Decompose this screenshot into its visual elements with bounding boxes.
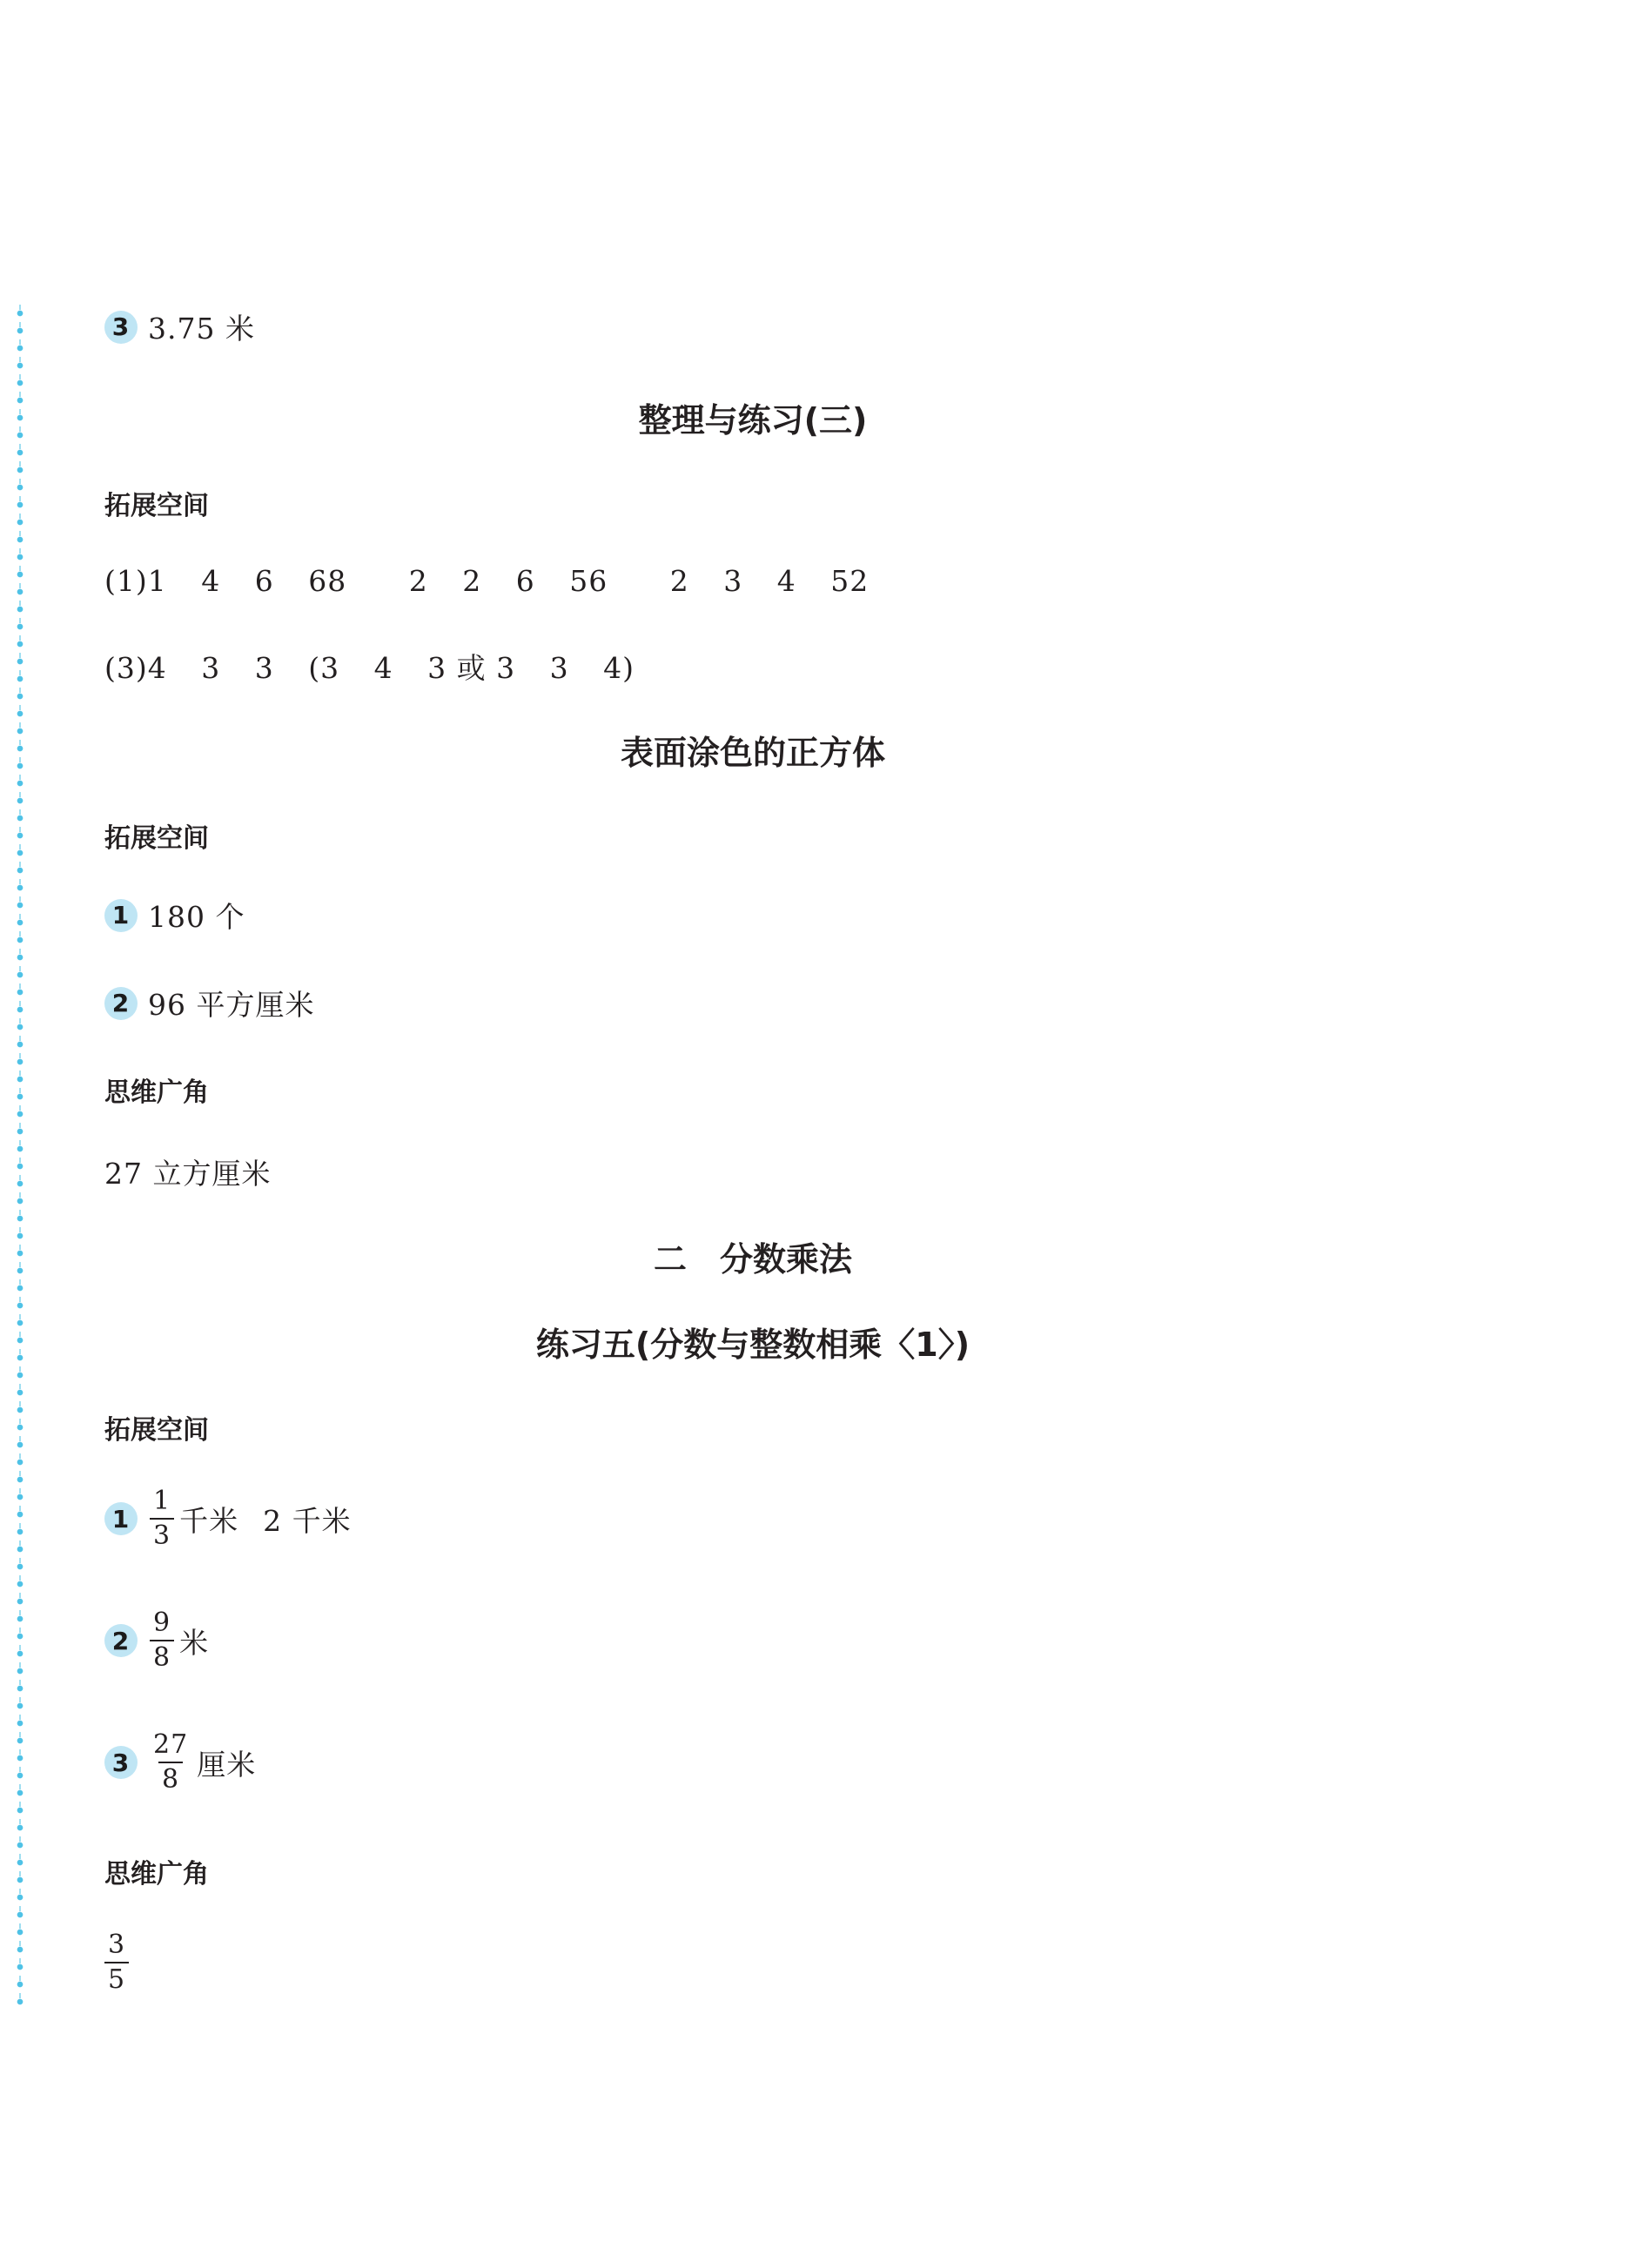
numerator: 9 bbox=[153, 1608, 171, 1638]
margin-decoration-dots bbox=[14, 305, 26, 2010]
answer-value: 2 bbox=[462, 564, 482, 598]
answer-value: 3 bbox=[201, 651, 221, 685]
answer-value: (1)1 bbox=[104, 564, 167, 598]
numerator: 1 bbox=[153, 1486, 171, 1516]
numerator: 3 bbox=[108, 1930, 126, 1960]
question-number-badge: 3 bbox=[104, 1746, 138, 1779]
answer-value: 52 bbox=[830, 564, 870, 598]
subsection-thinking: 思维广角 bbox=[104, 1859, 209, 1889]
subsection-expansion: 拓展空间 bbox=[104, 1415, 209, 1446]
answer-text: 3.75 米 bbox=[148, 312, 255, 346]
answer-text: 180 个 bbox=[148, 900, 245, 934]
denominator: 5 bbox=[104, 1962, 129, 1993]
unit: 米 bbox=[179, 1625, 210, 1660]
answer-2 bbox=[104, 1610, 209, 1671]
subsection-expansion: 拓展空间 bbox=[104, 823, 209, 854]
answer-line-1 bbox=[104, 564, 869, 598]
answer-3 bbox=[104, 1729, 257, 1795]
answer-line-3 bbox=[104, 646, 635, 687]
question-number-badge: 2 bbox=[104, 987, 138, 1020]
answer-value: 4) bbox=[603, 651, 635, 685]
answer-value: 2 bbox=[408, 564, 428, 598]
question-number-badge: 1 bbox=[104, 899, 138, 932]
answer-value: 4 bbox=[373, 651, 393, 685]
fraction bbox=[150, 1610, 174, 1671]
answer-value: 56 bbox=[569, 564, 608, 598]
answer-value: 6 bbox=[515, 564, 535, 598]
answer-value: 3 bbox=[254, 651, 274, 685]
question-number-badge: 1 bbox=[104, 1502, 138, 1535]
denominator: 8 bbox=[158, 1762, 183, 1793]
section-heading-review-3: 整理与练习(三) bbox=[638, 401, 868, 440]
denominator: 3 bbox=[150, 1518, 174, 1549]
answer-value: 6 bbox=[254, 564, 274, 598]
section-heading-exercise-5: 练习五(分数与整数相乘〈1〉) bbox=[535, 1326, 970, 1364]
answer-value: (3 bbox=[308, 651, 340, 685]
fraction bbox=[150, 1488, 174, 1549]
answer-1 bbox=[104, 895, 245, 936]
answer-value: 3 bbox=[549, 651, 569, 685]
answer-value: 4 bbox=[776, 564, 796, 598]
answer-value: (3)4 bbox=[104, 651, 167, 685]
answer-3 bbox=[104, 306, 255, 347]
subsection-thinking: 思维广角 bbox=[104, 1077, 209, 1108]
answer-1 bbox=[104, 1488, 352, 1549]
subsection-expansion: 拓展空间 bbox=[104, 491, 209, 521]
question-number-badge: 2 bbox=[104, 1624, 138, 1657]
answer-text: 96 平方厘米 bbox=[148, 988, 315, 1022]
answer-thinking: 27 立方厘米 bbox=[104, 1157, 272, 1191]
answer-2 bbox=[104, 983, 314, 1024]
numerator: 27 bbox=[153, 1729, 189, 1760]
unit: 千米 bbox=[179, 1503, 239, 1538]
fraction bbox=[104, 1932, 129, 1993]
answer-value: 3 bbox=[723, 564, 743, 598]
question-number-badge: 3 bbox=[104, 311, 138, 344]
answer-value: 3 或 3 bbox=[427, 651, 516, 685]
answer-value: 4 bbox=[201, 564, 221, 598]
answer-thinking-fraction bbox=[103, 1932, 134, 1993]
answer-value: 68 bbox=[308, 564, 347, 598]
denominator: 8 bbox=[150, 1640, 174, 1671]
section-heading-painted-cube: 表面涂色的正方体 bbox=[620, 734, 885, 772]
answer-value: 2 bbox=[669, 564, 689, 598]
fraction bbox=[150, 1729, 191, 1795]
chapter-heading-fraction-multiplication: 二 分数乘法 bbox=[653, 1240, 852, 1279]
answer-text: 2 千米 bbox=[263, 1503, 352, 1538]
unit: 厘米 bbox=[197, 1747, 257, 1782]
